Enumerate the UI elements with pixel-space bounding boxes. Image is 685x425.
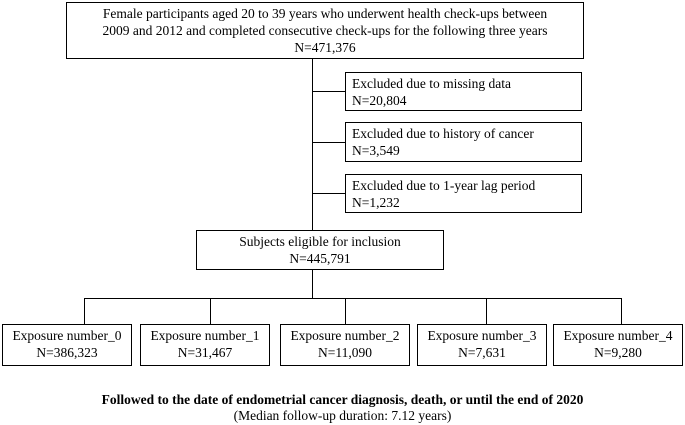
exposure-label: Exposure number_2 (290, 328, 400, 343)
branch-drop-2 (345, 298, 346, 324)
exclusion-connector-2 (312, 142, 345, 143)
exposure-box-4 (553, 324, 683, 366)
exposure-count: N=7,631 (458, 345, 506, 360)
exposure-count: N=31,467 (177, 345, 233, 360)
exclusion-connector-3 (312, 193, 345, 194)
exclusion-label: Excluded due to missing data (352, 76, 511, 91)
exclusion-label: Excluded due to 1-year lag period (352, 178, 536, 193)
exposure-count: N=386,323 (36, 345, 98, 360)
exposure-box-2 (280, 324, 410, 366)
exposure-box-3 (417, 324, 547, 366)
exclusion-count: N=1,232 (352, 195, 400, 210)
exclusion-count: N=20,804 (352, 93, 407, 108)
exclusion-label: Excluded due to history of cancer (352, 126, 534, 141)
exposure-count: N=11,090 (318, 345, 372, 360)
branch-drop-4 (621, 298, 622, 324)
exposure-box-1 (140, 324, 270, 366)
exposure-box-0 (2, 324, 132, 366)
participants-line-2: 2009 and 2012 and completed consecutive check-ups for the following three years (102, 23, 548, 38)
exclusion-connector-1 (312, 91, 345, 92)
exposure-label: Exposure number_4 (563, 328, 673, 343)
exclusion-box-lag-period (345, 174, 582, 213)
participants-line-1: Female participants aged 20 to 39 years who underwent health check-ups between (102, 6, 548, 21)
eligible-count: N=445,791 (289, 251, 351, 266)
eligible-subjects-box (196, 230, 444, 270)
participants-count: N=471,376 (294, 40, 356, 55)
exposure-label: Exposure number_3 (427, 328, 537, 343)
eligible-label: Subjects eligible for inclusion (239, 234, 401, 249)
exclusion-box-history-of-cancer (345, 122, 582, 162)
branch-drop-3 (486, 298, 487, 324)
exclusion-box-missing-data (345, 72, 582, 111)
main-flow-line-upper (312, 59, 313, 230)
median-followup-caption: (Median follow-up duration: 7.12 years) (233, 408, 452, 423)
exposure-label: Exposure number_1 (150, 328, 260, 343)
branch-drop-0 (84, 298, 85, 324)
exposure-label: Exposure number_0 (12, 328, 122, 343)
branch-horizontal-line (84, 298, 621, 299)
exposure-count: N=9,280 (594, 345, 642, 360)
exclusion-count: N=3,549 (352, 143, 400, 158)
followup-caption: Followed to the date of endometrial cancer diagnosis, death, or until the end of 2020 (101, 392, 584, 407)
participants-box (66, 2, 584, 59)
branch-drop-1 (210, 298, 211, 324)
main-flow-line-lower (312, 270, 313, 299)
